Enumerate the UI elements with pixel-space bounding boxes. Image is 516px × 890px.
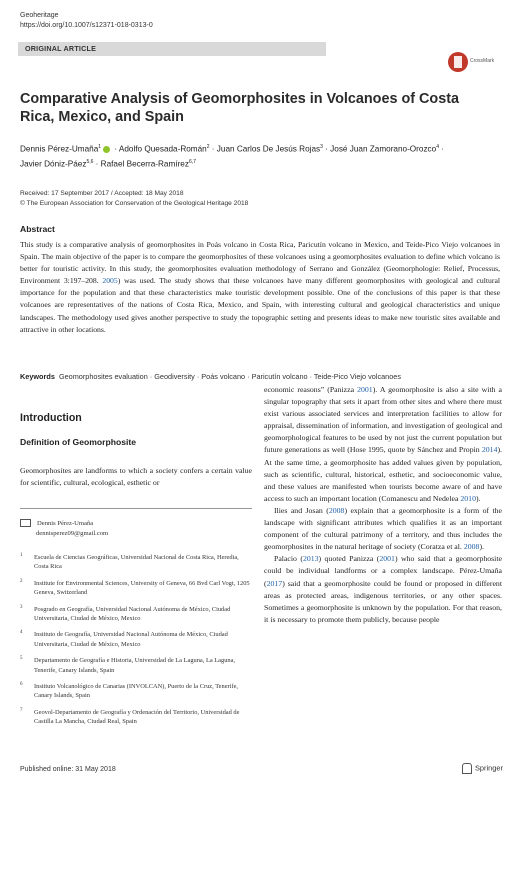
affiliation-text: Instituto Volcanológico de Canarias (INVOLCAN), Puerto de la Cruz, Tenerife, Canary Islands, Spain bbox=[34, 683, 239, 700]
citation-link[interactable]: 2017 bbox=[266, 578, 283, 588]
keywords-text: Geomorphosites evaluation · Geodiversity · Poás volcano · Paricutín volcano · Teide-Pico Viejo volcanoes bbox=[58, 372, 401, 381]
footnote-divider bbox=[20, 508, 252, 509]
text-run: Palacio ( bbox=[274, 554, 303, 564]
article-type-label: ORIGINAL ARTICLE bbox=[25, 44, 97, 53]
affiliation-number: 6 bbox=[20, 682, 23, 688]
citation-link[interactable]: 2010 bbox=[460, 493, 476, 503]
citation-link[interactable]: 2001 bbox=[357, 385, 373, 394]
affiliations-list bbox=[20, 553, 252, 734]
crossmark-label: CrossMark bbox=[470, 58, 495, 64]
article-type-banner bbox=[18, 42, 326, 56]
author-separator: · bbox=[209, 144, 217, 154]
author-name[interactable]: Dennis Pérez-Umaña bbox=[20, 144, 99, 154]
text-run: ) who said that a geomorphosite could be individual landforms or a complex landscape. Pérez-Umaña ( bbox=[264, 554, 502, 588]
author-name[interactable]: Juan Carlos De Jesús Rojas bbox=[216, 144, 321, 154]
author-separator: · bbox=[112, 144, 119, 154]
author-list bbox=[20, 141, 505, 171]
author-affil-sup: 5,6 bbox=[86, 159, 94, 166]
corresponding-email[interactable]: dennisperez09@gmail.com bbox=[36, 530, 109, 537]
intro-left-paragraph: Geomorphosites are landforms to which a society confers a certain value for scientific, cultural, ecological, esthetic or bbox=[20, 466, 252, 488]
crossmark-icon bbox=[448, 52, 468, 72]
author-separator: · bbox=[322, 144, 331, 154]
affiliation-text: Departamento de Geografía e Historia, Universidad de La Laguna, La Laguna, Tenerife, Canary Islands, Spain bbox=[34, 657, 236, 674]
keywords-line bbox=[20, 372, 500, 382]
citation-link[interactable]: 2014 bbox=[481, 445, 498, 455]
corresponding-author: Dennis Pérez-Umaña bbox=[37, 520, 94, 527]
affiliation-item bbox=[20, 605, 252, 624]
affiliation-text: Institute for Environmental Sciences, University of Geneva, 66 Bvd Carl Vogt, 1205 Geneva, Switzerland bbox=[34, 579, 250, 597]
affiliation-number: 1 bbox=[20, 553, 23, 558]
affiliation-text: Posgrado en Geografía, Universidad Nacional Autónoma de México, Ciudad Universitaria, Ciudad de México, Mexico bbox=[34, 605, 231, 623]
affiliation-item bbox=[20, 708, 252, 727]
abstract-heading: Abstract bbox=[20, 224, 55, 234]
received-accepted-dates: Received: 17 September 2017 / Accepted: 18 May 2018 bbox=[20, 190, 184, 197]
text-run: ). A geomorphosite is also a site with a singular topography that sets it apart from other sites and where there must exist various associated services and interpretation facilities to allow for appraisal, dissemination of information, and investigation of geological and geomorphological features to be used by not just the current population but future generations as well (Hose 1995, quote by Sánchez and Propin bbox=[264, 385, 503, 455]
affiliation-item bbox=[20, 682, 252, 701]
publisher-logo bbox=[462, 763, 503, 774]
affiliation-number: 3 bbox=[20, 604, 23, 610]
author-name[interactable]: José Juan Zamorano-Orozco bbox=[330, 144, 437, 154]
paragraph bbox=[264, 505, 502, 553]
text-run: ). At the same time, a geomorphosite has added values given by population, such as scientific, cultural, historical, esthetic, and socioeconomic value, and these values are manifested when tourists become aware of and have access to such an important location (Comanescu and Nedelea bbox=[264, 445, 502, 503]
paragraph bbox=[264, 384, 502, 505]
author-name[interactable]: Adolfo Quesada-Román bbox=[118, 144, 207, 154]
paper-title: Comparative Analysis of Geomorphosites in Volcanoes of Costa Rica, Mexico, and Spain bbox=[20, 91, 460, 125]
intro-right-column bbox=[264, 384, 502, 626]
keywords-label: Keywords bbox=[20, 372, 55, 381]
citation-link[interactable]: 2005 bbox=[102, 276, 118, 286]
affiliation-item bbox=[20, 630, 252, 649]
author-separator: · bbox=[438, 144, 444, 154]
published-online-date: Published online: 31 May 2018 bbox=[20, 766, 116, 773]
affiliation-item bbox=[20, 553, 252, 572]
affiliation-number: 7 bbox=[20, 707, 23, 713]
affiliation-text: Geovol-Departamento de Geografía y Ordenación del Territorio, Universidad de Castilla La Mancha, Ciudad Real, Spain bbox=[34, 708, 240, 726]
paragraph bbox=[264, 553, 502, 626]
author-affil-sup: 6,7 bbox=[188, 159, 196, 166]
crossmark-badge[interactable] bbox=[448, 52, 500, 74]
text-run: ) said that a geomorphosite could be found or proposed in different areas as protected areas, indigenous territories, or any other spaces. Sometimes a geomorphosite is unknown by the population. For that reason, it is necessary to promote them publicly, because people bbox=[264, 578, 502, 624]
journal-name: Geoheritage bbox=[20, 12, 59, 19]
doi-link[interactable]: https://doi.org/10.1007/s12371-018-0313-0 bbox=[20, 22, 153, 29]
abstract-text bbox=[20, 239, 500, 336]
affiliation-number: 2 bbox=[20, 578, 23, 584]
author-name[interactable]: Rafael Becerra-Ramírez bbox=[100, 159, 189, 169]
text-run: ) quoted Panizza ( bbox=[318, 554, 380, 564]
abstract-text-part: ) was used. The study shows that these volcanoes have many different geomorphosites with geological and cultural importance for the population and that these characteristics make touristic development possible. One of the conclusions of this paper is that these volcanoes are representatives of the nations of Costa Rica, Mexico, and Spain, with interesting cultural and geological characteristics and unique landscapes. The methodology used gives another perspective to study the topographic setting and presents ideas to make new touristic sites available and attractive in other locations. bbox=[20, 276, 500, 334]
text-run: ) explain that a geomorphosite is a form of the landscape with significant attributes which qualifies it as an important component of the cultural patrimony of a territory, and thus includes the geomorphosites in the natural heritage of society (Coratza et al. bbox=[264, 505, 503, 552]
affiliation-item bbox=[20, 656, 252, 675]
copyright-line: © The European Association for Conservation of the Geological Heritage 2018 bbox=[20, 200, 249, 207]
correspondence-block bbox=[20, 519, 252, 539]
affiliation-text: Escuela de Ciencias Geográficas, Universidad Nacional de Costa Rica, Heredia, Costa Rica bbox=[34, 554, 239, 571]
author-affil-sup: 4 bbox=[436, 144, 439, 150]
text-run: economic reasons” (Panizza bbox=[264, 385, 358, 394]
citation-link[interactable]: 2001 bbox=[379, 554, 395, 564]
affiliation-text: Instituto de Geografía, Universidad Nacional Autónoma de México, Ciudad Universitaria, Ciudad de México, Mexico bbox=[34, 631, 228, 648]
affiliation-number: 5 bbox=[20, 656, 23, 662]
citation-link[interactable]: 2008 bbox=[463, 542, 480, 552]
subsection-heading: Definition of Geomorphosite bbox=[20, 437, 137, 447]
publisher-name: Springer bbox=[475, 763, 503, 773]
author-affil-sup: 3 bbox=[320, 144, 323, 150]
citation-link[interactable]: 2008 bbox=[328, 505, 345, 515]
author-affil-sup: 1 bbox=[98, 144, 102, 150]
text-run: ). bbox=[475, 493, 481, 503]
text-run: Ilies and Josan ( bbox=[274, 505, 329, 515]
envelope-icon bbox=[20, 519, 31, 527]
orcid-icon[interactable] bbox=[103, 146, 110, 153]
citation-link[interactable]: 2013 bbox=[302, 554, 319, 564]
section-heading-introduction: Introduction bbox=[20, 412, 82, 424]
author-affil-sup: 2 bbox=[206, 144, 210, 150]
author-name[interactable]: Javier Dóniz-Páez bbox=[20, 159, 87, 169]
affiliation-number: 4 bbox=[20, 630, 23, 636]
author-separator: · bbox=[93, 159, 101, 169]
springer-horse-icon bbox=[462, 763, 472, 774]
text-run: ). bbox=[479, 542, 484, 552]
affiliation-item bbox=[20, 579, 252, 598]
abstract-text-part: This study is a comparative analysis of geomorphosites in Poás volcano in Costa Rica, Paricutín volcano in Mexico, and Teide-Pico Viejo volcanoes in Spain. The main objective of the paper is to compare the geomorphosites of these volcanoes using a geomorphosites evaluation to define which volcano is better for touristic activity. In this study, the geomorphosites evaluation methodology of Serrano and González (Geomorphologie: Relief, Processus, Environment 3:197–208. bbox=[20, 240, 500, 286]
